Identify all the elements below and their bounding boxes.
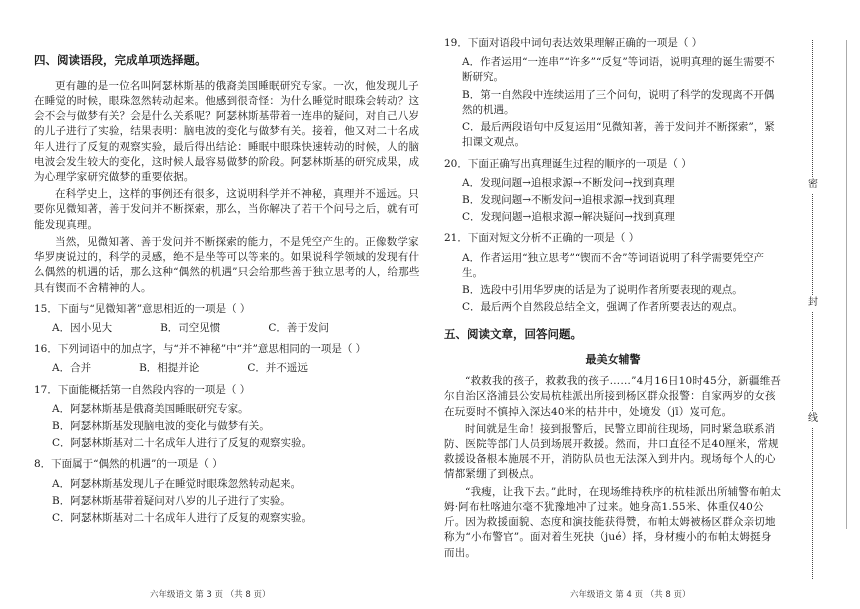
q21-option-a: A．作者运用“独立思考”“锲而不舍”等词语说明了科学需要凭空产生。 — [462, 251, 765, 279]
q16-option-b: B．相提并论 — [139, 362, 200, 375]
q18-option-c: C．阿瑟林斯基对二十名成年人进行了反复的观察实验。 — [52, 512, 313, 525]
q16-option-c: C．并不遥远 — [247, 362, 308, 375]
q17-option-c: C．阿瑟林斯基对二十名成年人进行了反复的观察实验。 — [52, 437, 313, 450]
question-20: 20．下面正确写出真理诞生过程的顺序的一项是（ ） — [444, 157, 692, 170]
article-title: 最美女辅警 — [585, 353, 641, 367]
q20-option-c: C．发现问题→追根求源→解决疑问→找到真理 — [462, 211, 675, 224]
q18-option-a: A．阿瑟林斯基发现儿子在睡觉时眼珠忽然转动起来。 — [52, 477, 302, 490]
passage-paragraph-2: 在科学史上，这样的事例还有很多，这说明科学并不神秘，真理并不遥远。只要你见微知著，善于发问并不断探索，那么，当你解决了若干个问号之后，就有可能发现真理。 — [34, 188, 420, 231]
section-title-4: 四、阅读语段，完成单项选择题。 — [34, 53, 207, 67]
q18-option-b: B．阿瑟林斯基带着疑问对八岁的儿子进行了实验。 — [52, 494, 291, 507]
question-15-options — [52, 321, 424, 336]
passage-paragraph-1: 更有趣的是一位名叫阿瑟林斯基的俄裔美国睡眠研究专家。一次，他发现儿子在睡觉的时候，眼珠忽然转动起来。他感到很奇怪：为什么睡觉时眼珠会转动？这会不会与做梦有关？会是什么关系呢？阿瑟林斯基带着一连串的疑问，对自己八岁的儿子进行了实验，结果表明：脑电波的变化与做梦有关。接着，他又对二十名成年人进行了反复的观察实验，最后得出结论：睡眠中眼珠快速转动的时候，人的脑电波会发生较大的变化，这时候人最容易做梦的阶段。阿瑟林斯基的研究成果，成为心理学家研究做梦的重要依据。 — [34, 79, 420, 183]
q19-option-c: C．最后两段语句中反复运用“见微知著，善于发问并不断探索”，紧扣课文观点。 — [462, 121, 775, 149]
q21-option-c: C．最后两个自然段总结全文，强调了作者所要表达的观点。 — [462, 301, 744, 314]
q15-option-c: C．善于发问 — [268, 321, 329, 334]
left-page — [34, 30, 424, 528]
page-edge-line — [846, 40, 847, 529]
question-19: 19．下面对语段中词句表达效果理解正确的一项是（ ） — [444, 37, 703, 49]
question-17: 17．下面能概括第一自然段内容的一项是（ ） — [34, 383, 251, 396]
q15-option-b: B．司空见惯 — [160, 321, 221, 334]
q17-option-b: B．阿瑟林斯基发现脑电波的变化与做梦有关。 — [52, 420, 270, 433]
question-21: 21．下面对短文分析不正确的一项是（ ） — [444, 232, 640, 245]
passage-paragraph-3: 当然，见微知著、善于发问并不断探索的能力，不是凭空产生的。正像数学家华罗庚说过的，科学的灵感，绝不是坐等可以等来的。如果说科学领域的发现有什么偶然的机遇的话，那么这种“偶然的机遇”只会给那些善于独立思考的人，给那些具有锲而不舍精神的人。 — [34, 235, 420, 294]
article-paragraph-2: 时间就是生命！接到报警后，民警立即前往现场，同时紧急联系消防、医院等部门人员到场展开救援。然而，井口直径不足40厘米，常规救援设备根本施展不开，消防队员也无法深入到井内。现场每个人的心情都紧绷了到极点。 — [444, 422, 779, 481]
question-16-options — [52, 361, 424, 376]
q21-option-b: B．选段中引用华罗庚的话是为了说明作者所要表现的观点。 — [462, 284, 743, 297]
question-18: 8．下面属于“偶然的机遇”的一项是（ ） — [34, 458, 223, 471]
article-paragraph-3: “我瘦，让我下去。”此时，在现场维持秩序的杭桂派出所辅警布帕太姆·阿布杜喀迪尔毫不犹豫地冲了过来。她身高1.55米、体重仅40公斤。因为救援面貌、态度和演技能获得赞，布帕太姆被杨区群众亲切地称为“小布警官”。面对着生死抉（jué）择，身材瘦小的布帕太姆挺身而出。 — [444, 485, 782, 559]
question-15: 15．下面与“见微知著”意思相近的一项是（ ） — [34, 302, 251, 315]
right-page — [444, 30, 782, 563]
question-16: 16．下列词语中的加点字，与“并不神秘”中“并”意思相同的一项是（ ） — [34, 343, 367, 356]
q19-option-a: A．作者运用“一连串”“许多”“反复”等词语，说明真理的诞生需要不断研究。 — [462, 56, 775, 84]
q15-option-a: A．因小见大 — [52, 321, 113, 334]
binding-label-feng: 封 — [804, 296, 822, 311]
article-paragraph-1: “救救我的孩子，救救我的孩子……”4月16日10时45分，新疆维吾尔自治区洛浦县公安局杭桂派出所接到杨区群众报警：自家两岁的女孩在玩耍时不慎掉入深达40米的枯井中，处境发（jī）岌可危。 — [444, 375, 782, 418]
page-footer-right: 六年级语文 第 4 页 （共 8 页） — [570, 589, 691, 600]
section-title-5: 五、阅读文章，回答问题。 — [444, 326, 582, 341]
q19-option-b: B．第一自然段中连续运用了三个问句，说明了科学的发现离不开偶然的机遇。 — [462, 88, 775, 116]
q20-option-b: B．发现问题→不断发问→追根求源→找到真理 — [462, 193, 675, 206]
binding-label-xian: 线 — [804, 412, 822, 427]
q17-option-a: A．阿瑟林斯基是俄裔美国睡眠研究专家。 — [52, 402, 249, 415]
q20-option-a: A．发现问题→追根求源→不断发问→找到真理 — [462, 176, 675, 189]
page-footer-left: 六年级语文 第 3 页 （共 8 页） — [150, 589, 271, 600]
binding-label-mi: 密 — [804, 178, 822, 193]
q16-option-a: A．合并 — [52, 362, 92, 375]
